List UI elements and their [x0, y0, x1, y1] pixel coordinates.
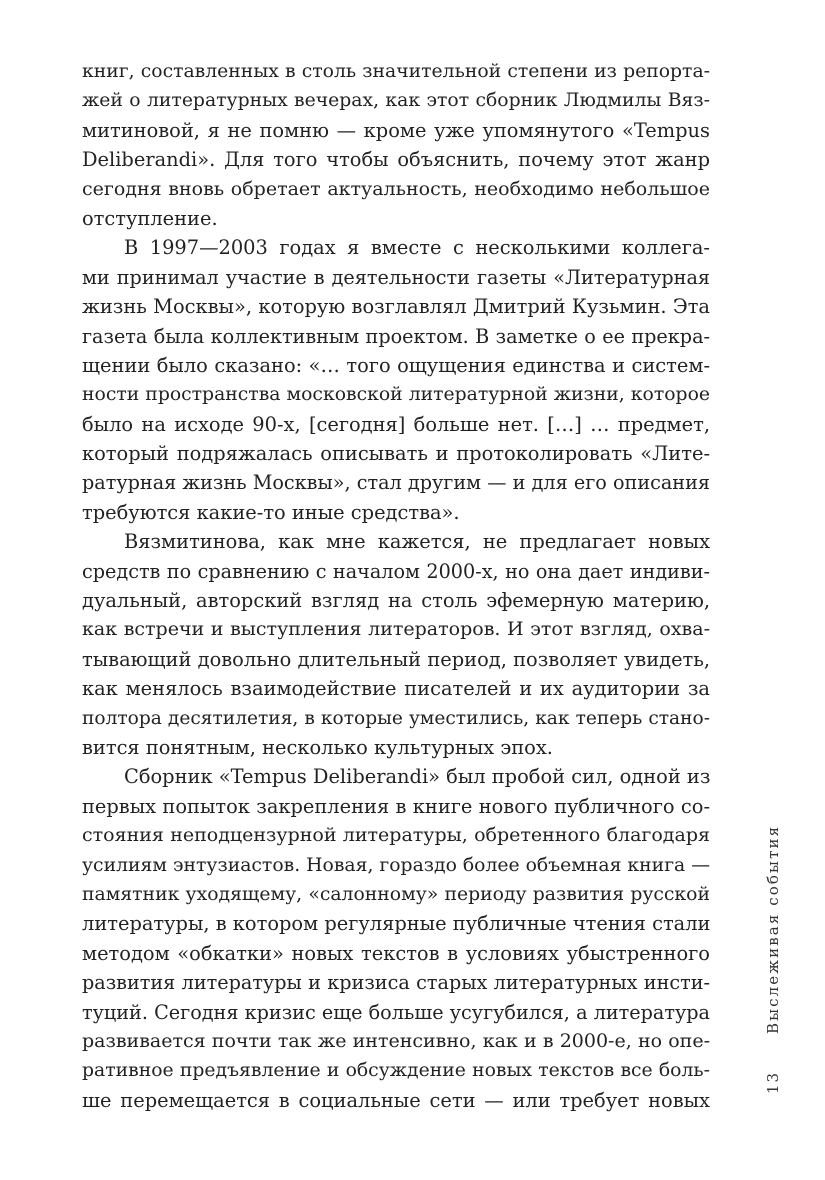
text-line: памятник уходящему, «салонному» периоду развития русской: [82, 883, 710, 905]
text-line: литературы, в котором регулярные публичные чтения стали: [82, 912, 711, 936]
text-line: было на исходе 90-х, [сегодня] больше нет. […] … предмет,: [82, 412, 710, 436]
text-line: методом «обкатки» новых текстов в условиях убыстренного: [82, 941, 710, 965]
text-line: полтора десятилетия, в которые уместились, как теперь стано-: [82, 707, 710, 729]
text-line: митиновой, я не помню — кроме уже упомянутого «Tempus: [82, 118, 710, 142]
text-line: ративное предъявление и обсуждение новых текстов все боль-: [82, 1060, 710, 1082]
text-line: усилиям энтузиастов. Новая, гораздо более объемная книга —: [82, 854, 710, 876]
text-line: как менялось взаимодействие писателей и их аудитории за: [82, 677, 710, 701]
text-line: книг, составленных в столь значительной степени из репорта-: [82, 61, 710, 82]
text-line: ратурная жизнь Москвы», стал другим — и для его описания: [82, 471, 710, 495]
text-line: щении было сказано: «… того ощущения единства и систем-: [82, 353, 710, 377]
text-line: развития литературы и кризиса старых литературных инсти-: [82, 971, 710, 995]
text-line: жизнь Москвы», которую возглавлял Дмитрий Кузьмин. Эта: [82, 295, 710, 319]
text-line: жей о литературных вечерах, как этот сборник Людмилы Вяз-: [82, 90, 710, 112]
paragraph-first-line: В 1997—2003 годах я вместе с несколькими коллега-: [124, 236, 710, 260]
running-head: Выслеживая события: [764, 824, 782, 1034]
text-line: дуальный, авторский взгляд на столь эфемерную материю,: [82, 589, 710, 613]
text-line: стояния неподцензурной литературы, обретенного благодаря: [82, 824, 710, 847]
text-line: туций. Сегодня кризис еще больше усугубился, а литература: [82, 1000, 710, 1024]
paragraph-first-line: Сборник «Tempus Deliberandi» был пробой сил, одной из: [124, 765, 711, 789]
page-number: 13: [764, 1070, 782, 1094]
text-line: который подряжалась описывать и протоколировать «Лите-: [82, 442, 710, 466]
text-line: ми принимал участие в деятельности газеты «Литературная: [82, 265, 710, 289]
text-line: тывающий довольно длительный период, позволяет увидеть,: [82, 647, 710, 671]
text-line: ше перемещается в социальные сети — или требует новых: [82, 1088, 710, 1112]
text-line: требуются какие-то иные средства».: [82, 500, 460, 524]
text-line: развивается почти так же интенсивно, как и в 2000-е, но опе-: [82, 1029, 710, 1052]
text-line: вится понятным, несколько культурных эпох.: [82, 735, 553, 759]
text-line: первых попыток закрепления в книге нового публичного со-: [82, 794, 710, 818]
text-line: газета была коллективным проектом. В заметке о ее прекра-: [82, 324, 710, 348]
paragraph-first-line: Вязмитинова, как мне кажется, не предлагает новых: [124, 530, 710, 554]
text-line: ности пространства московской литературной жизни, которое: [82, 384, 710, 406]
body-text: [82, 57, 710, 1115]
text-line: сегодня вновь обретает актуальность, необходимо небольшое: [82, 177, 710, 200]
text-line: средств по сравнению с началом 2000-х, но она дает индиви-: [82, 559, 710, 583]
text-line: Deliberandi». Для того чтобы объяснить, почему этот жанр: [82, 148, 710, 172]
text-line: как встречи и выступления литераторов. И этот взгляд, охва-: [82, 618, 710, 641]
text-line: отступление.: [82, 206, 218, 230]
